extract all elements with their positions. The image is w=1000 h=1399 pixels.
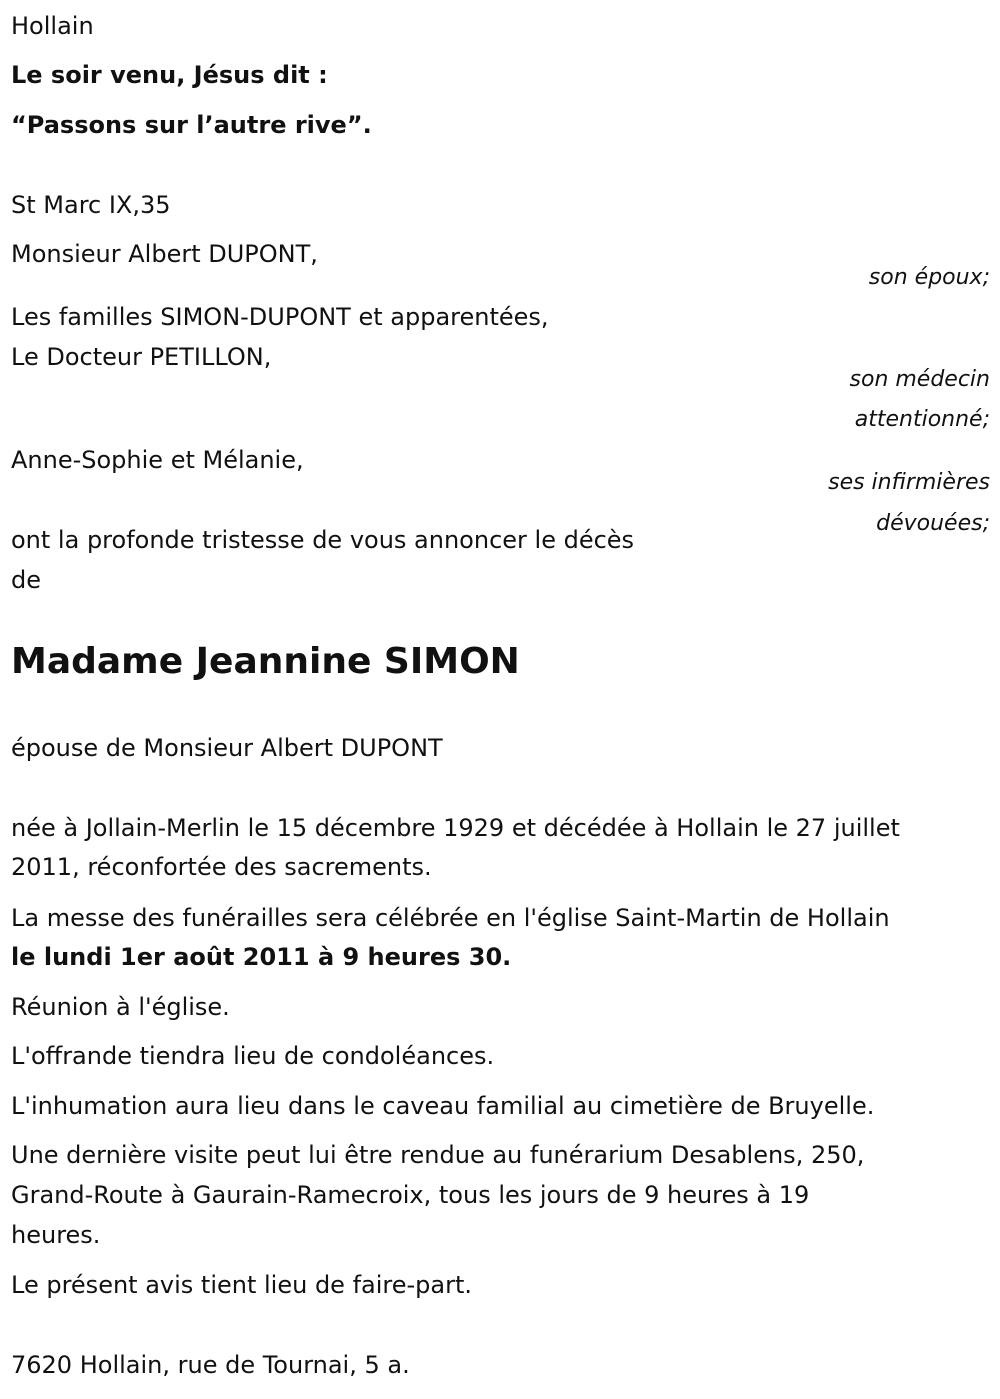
birth-death-line-2: 2011, réconfortée des sacrements. [11,853,432,881]
family-member-role: son médecin [849,367,990,392]
visit-line-2: Grand-Route à Gaurain-Ramecroix, tous les jours de 9 heures à 19 [11,1181,810,1209]
quote-line-1: Le soir venu, Jésus dit : [11,61,328,89]
deceased-name: Madame Jeannine SIMON [11,641,520,682]
place-heading: Hollain [11,12,94,40]
address-line: 7620 Hollain, rue de Tournai, 5 a. [11,1351,410,1379]
offering-line: L'offrande tiendra lieu de condoléances. [11,1042,495,1070]
family-member-name: Les familles SIMON-DUPONT et apparentées, [11,303,549,331]
birth-death-line-1: née à Jollain-Merlin le 15 décembre 1929 et décédée à Hollain le 27 juillet [11,814,900,842]
spouse-line: épouse de Monsieur Albert DUPONT [11,734,443,762]
meeting-line: Réunion à l'église. [11,993,230,1021]
visit-line-3: heures. [11,1221,101,1249]
mass-line: La messe des funérailles sera célébrée en l'église Saint-Martin de Hollain [11,904,890,932]
family-member-role: son époux; [868,265,990,290]
mass-date: le lundi 1er août 2011 à 9 heures 30. [11,943,512,971]
burial-line: L'inhumation aura lieu dans le caveau familial au cimetière de Bruyelle. [11,1092,875,1120]
quote-line-2: “Passons sur l’autre rive”. [11,111,372,139]
visit-line-1: Une dernière visite peut lui être rendue au funérarium Desablens, 250, [11,1141,865,1169]
announcement-line-1: ont la profonde tristesse de vous annoncer le décès [11,526,635,554]
quote-reference: St Marc IX,35 [11,191,171,219]
family-member-name: Le Docteur PETILLON, [11,343,272,371]
family-member-role: dévouées; [876,511,990,536]
announcement-line-2: de [11,566,41,594]
notice-line: Le présent avis tient lieu de faire-part. [11,1271,473,1299]
family-member-role: attentionné; [854,407,990,432]
family-member-name: Monsieur Albert DUPONT, [11,240,318,268]
family-member-role: ses infirmières [828,470,990,495]
family-member-name: Anne-Sophie et Mélanie, [11,446,304,474]
